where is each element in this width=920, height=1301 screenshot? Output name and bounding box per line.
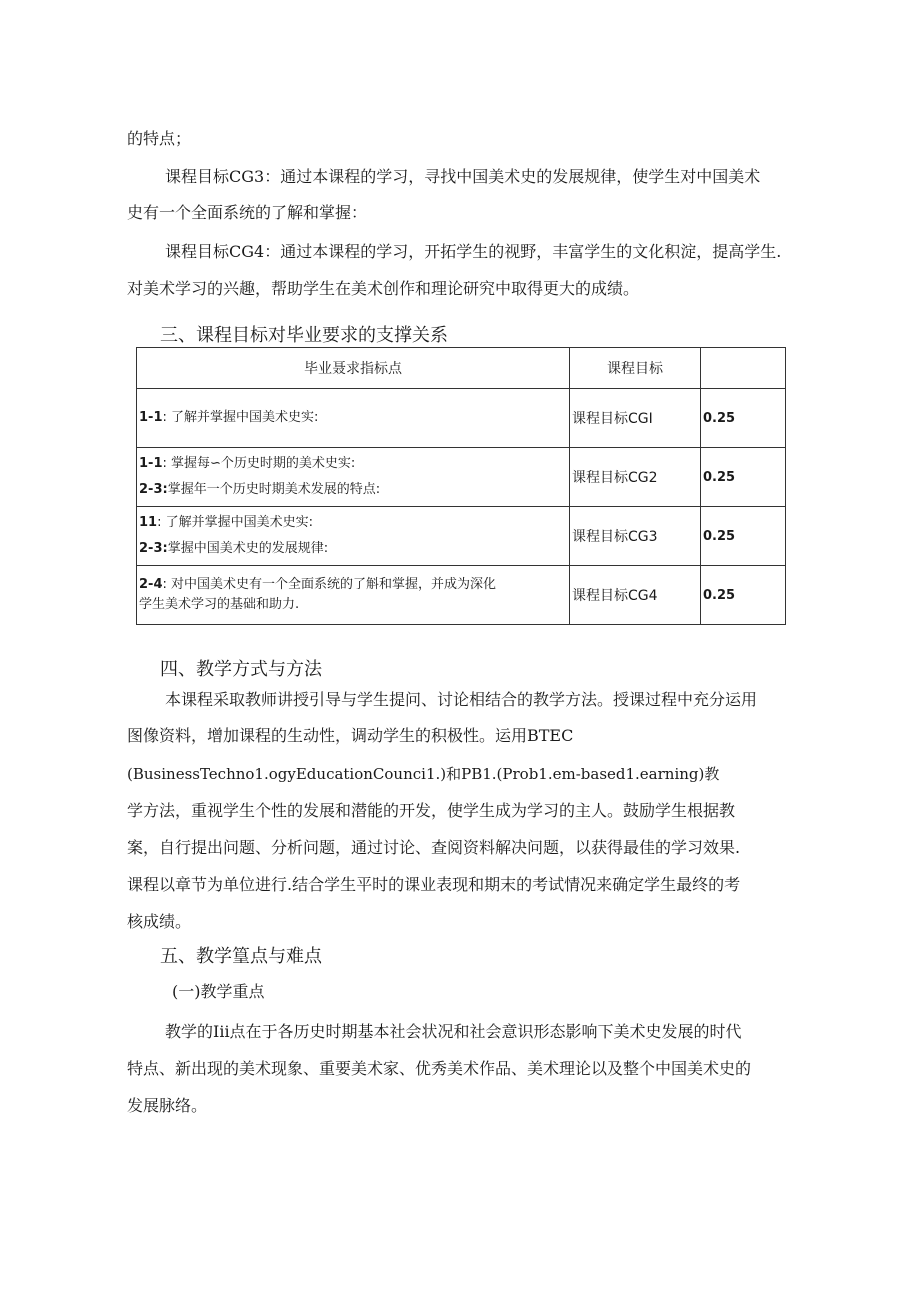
- req-code: 2-3:: [139, 482, 168, 497]
- goal-cg3-line-1: 课程目标CG3：通过本课程的学习，寻找中国美术史的发展规律，使学生对中国美术: [165, 167, 761, 186]
- goal-cell: [570, 566, 701, 625]
- requirement-cell: [137, 389, 570, 448]
- goal-label: 课程目标CG2: [572, 470, 658, 486]
- goal-cg4-line-2: 对美术学习的兴趣，帮助学生在美术创作和理论研究中取得更大的成绩。: [127, 279, 640, 298]
- section-5-heading: 五、教学篁点与难点: [160, 946, 322, 967]
- req-text: 学生美术学习的基础和助力.: [139, 597, 300, 612]
- paragraph-line: 特点、新出现的美术现象、重要美术家、优秀美术作品、美术理论以及整个中国美术史的: [127, 1059, 752, 1078]
- weight-value: 0.25: [703, 410, 736, 426]
- table-row: [137, 507, 786, 566]
- paragraph-line: 核成绩。: [127, 912, 192, 931]
- req-code: 1-1: [139, 456, 163, 471]
- section-4-heading: 四、教学方式与方法: [160, 659, 322, 680]
- goal-label: 课程目标CGI: [572, 411, 653, 427]
- goal-label: 课程目标CG3: [572, 529, 658, 545]
- paragraph-line: 课程以章节为单位进行.结合学生平时的课业表现和期末的考试情况来确定学生最终的考: [127, 875, 741, 894]
- weight-value: 0.25: [703, 469, 736, 485]
- weight-cell: [701, 507, 786, 566]
- goal-cell: [570, 448, 701, 507]
- goal-label: 课程目标CG4: [572, 588, 658, 604]
- paragraph-line: 教学的Iii点在于各历史时期基本社会状况和社会意识形态影响下美术史发展的时代: [165, 1022, 742, 1041]
- req-code: 2-3:: [139, 541, 168, 556]
- goal-cg4-line-1: 课程目标CG4：通过本课程的学习，开拓学生的视野，丰富学生的文化积淀，提高学生.: [165, 242, 782, 261]
- goal-cell: [570, 389, 701, 448]
- paragraph-line: (BusinessTechno1.ogyEducationCounci1.)和PB1.(Prob1.em-based1.earning)教: [127, 765, 720, 783]
- paragraph-line: 案，自行提出问题、分析问题，通过讨论、查阅资料解决问题，以获得最佳的学习效果.: [127, 838, 741, 857]
- subsection-title: (一)教学重点: [172, 982, 265, 1001]
- table-row: [137, 448, 786, 507]
- weight-cell: [701, 566, 786, 625]
- req-text: : 对中国美术史有一个全面系统的了斛和掌握，并成为深化: [162, 577, 497, 592]
- goal-cell: [570, 507, 701, 566]
- weight-cell: [701, 389, 786, 448]
- req-text: 掌握年一个历史时期美术发展的特点:: [167, 482, 381, 497]
- req-text: : 了解并掌握中国美术史实:: [162, 410, 319, 425]
- weight-value: 0.25: [703, 528, 736, 544]
- paragraph-line: 本课程采取教师讲授引导与学生提问、讨论相结合的教学方法。授课过程中充分运用: [165, 690, 758, 709]
- header-goal: 课程目标: [570, 348, 701, 389]
- requirement-cell: [137, 448, 570, 507]
- goal-cg3-line-2: 史有一个全面系统的了解和掌握：: [127, 203, 368, 222]
- weight-cell: [701, 448, 786, 507]
- req-text: : 掌握每∽个历史时期的美术史实:: [162, 456, 356, 471]
- req-text: 掌握中国美术史的发展规律:: [167, 541, 329, 556]
- header-requirement: 毕业聂求指标点: [137, 348, 570, 389]
- req-text: : 了解并掌握中国美术史实:: [157, 515, 313, 530]
- requirement-cell: [137, 507, 570, 566]
- paragraph-line: 学方法，重视学生个性的发展和潜能的开发，使学生成为学习的主人。鼓励学生根据教: [127, 801, 736, 820]
- table-row: [137, 389, 786, 448]
- paragraph-line: 发展脉络。: [127, 1096, 208, 1115]
- req-code: 11: [139, 515, 158, 530]
- section-3-heading: 三、课程目标对毕业要求的支撑关系: [160, 325, 448, 346]
- req-code: 1-1: [139, 410, 163, 425]
- paragraph-line: 图像资料，增加课程的生动性，调动学生的积极性。运用BTEC: [127, 726, 574, 745]
- table-header-row: [137, 348, 786, 389]
- header-weight: [701, 348, 786, 389]
- table-row: [137, 566, 786, 625]
- req-code: 2-4: [139, 577, 163, 592]
- weight-value: 0.25: [703, 587, 736, 603]
- support-matrix-table: [136, 347, 786, 625]
- intro-fragment: 的特点；: [127, 129, 192, 148]
- requirement-cell: [137, 566, 570, 625]
